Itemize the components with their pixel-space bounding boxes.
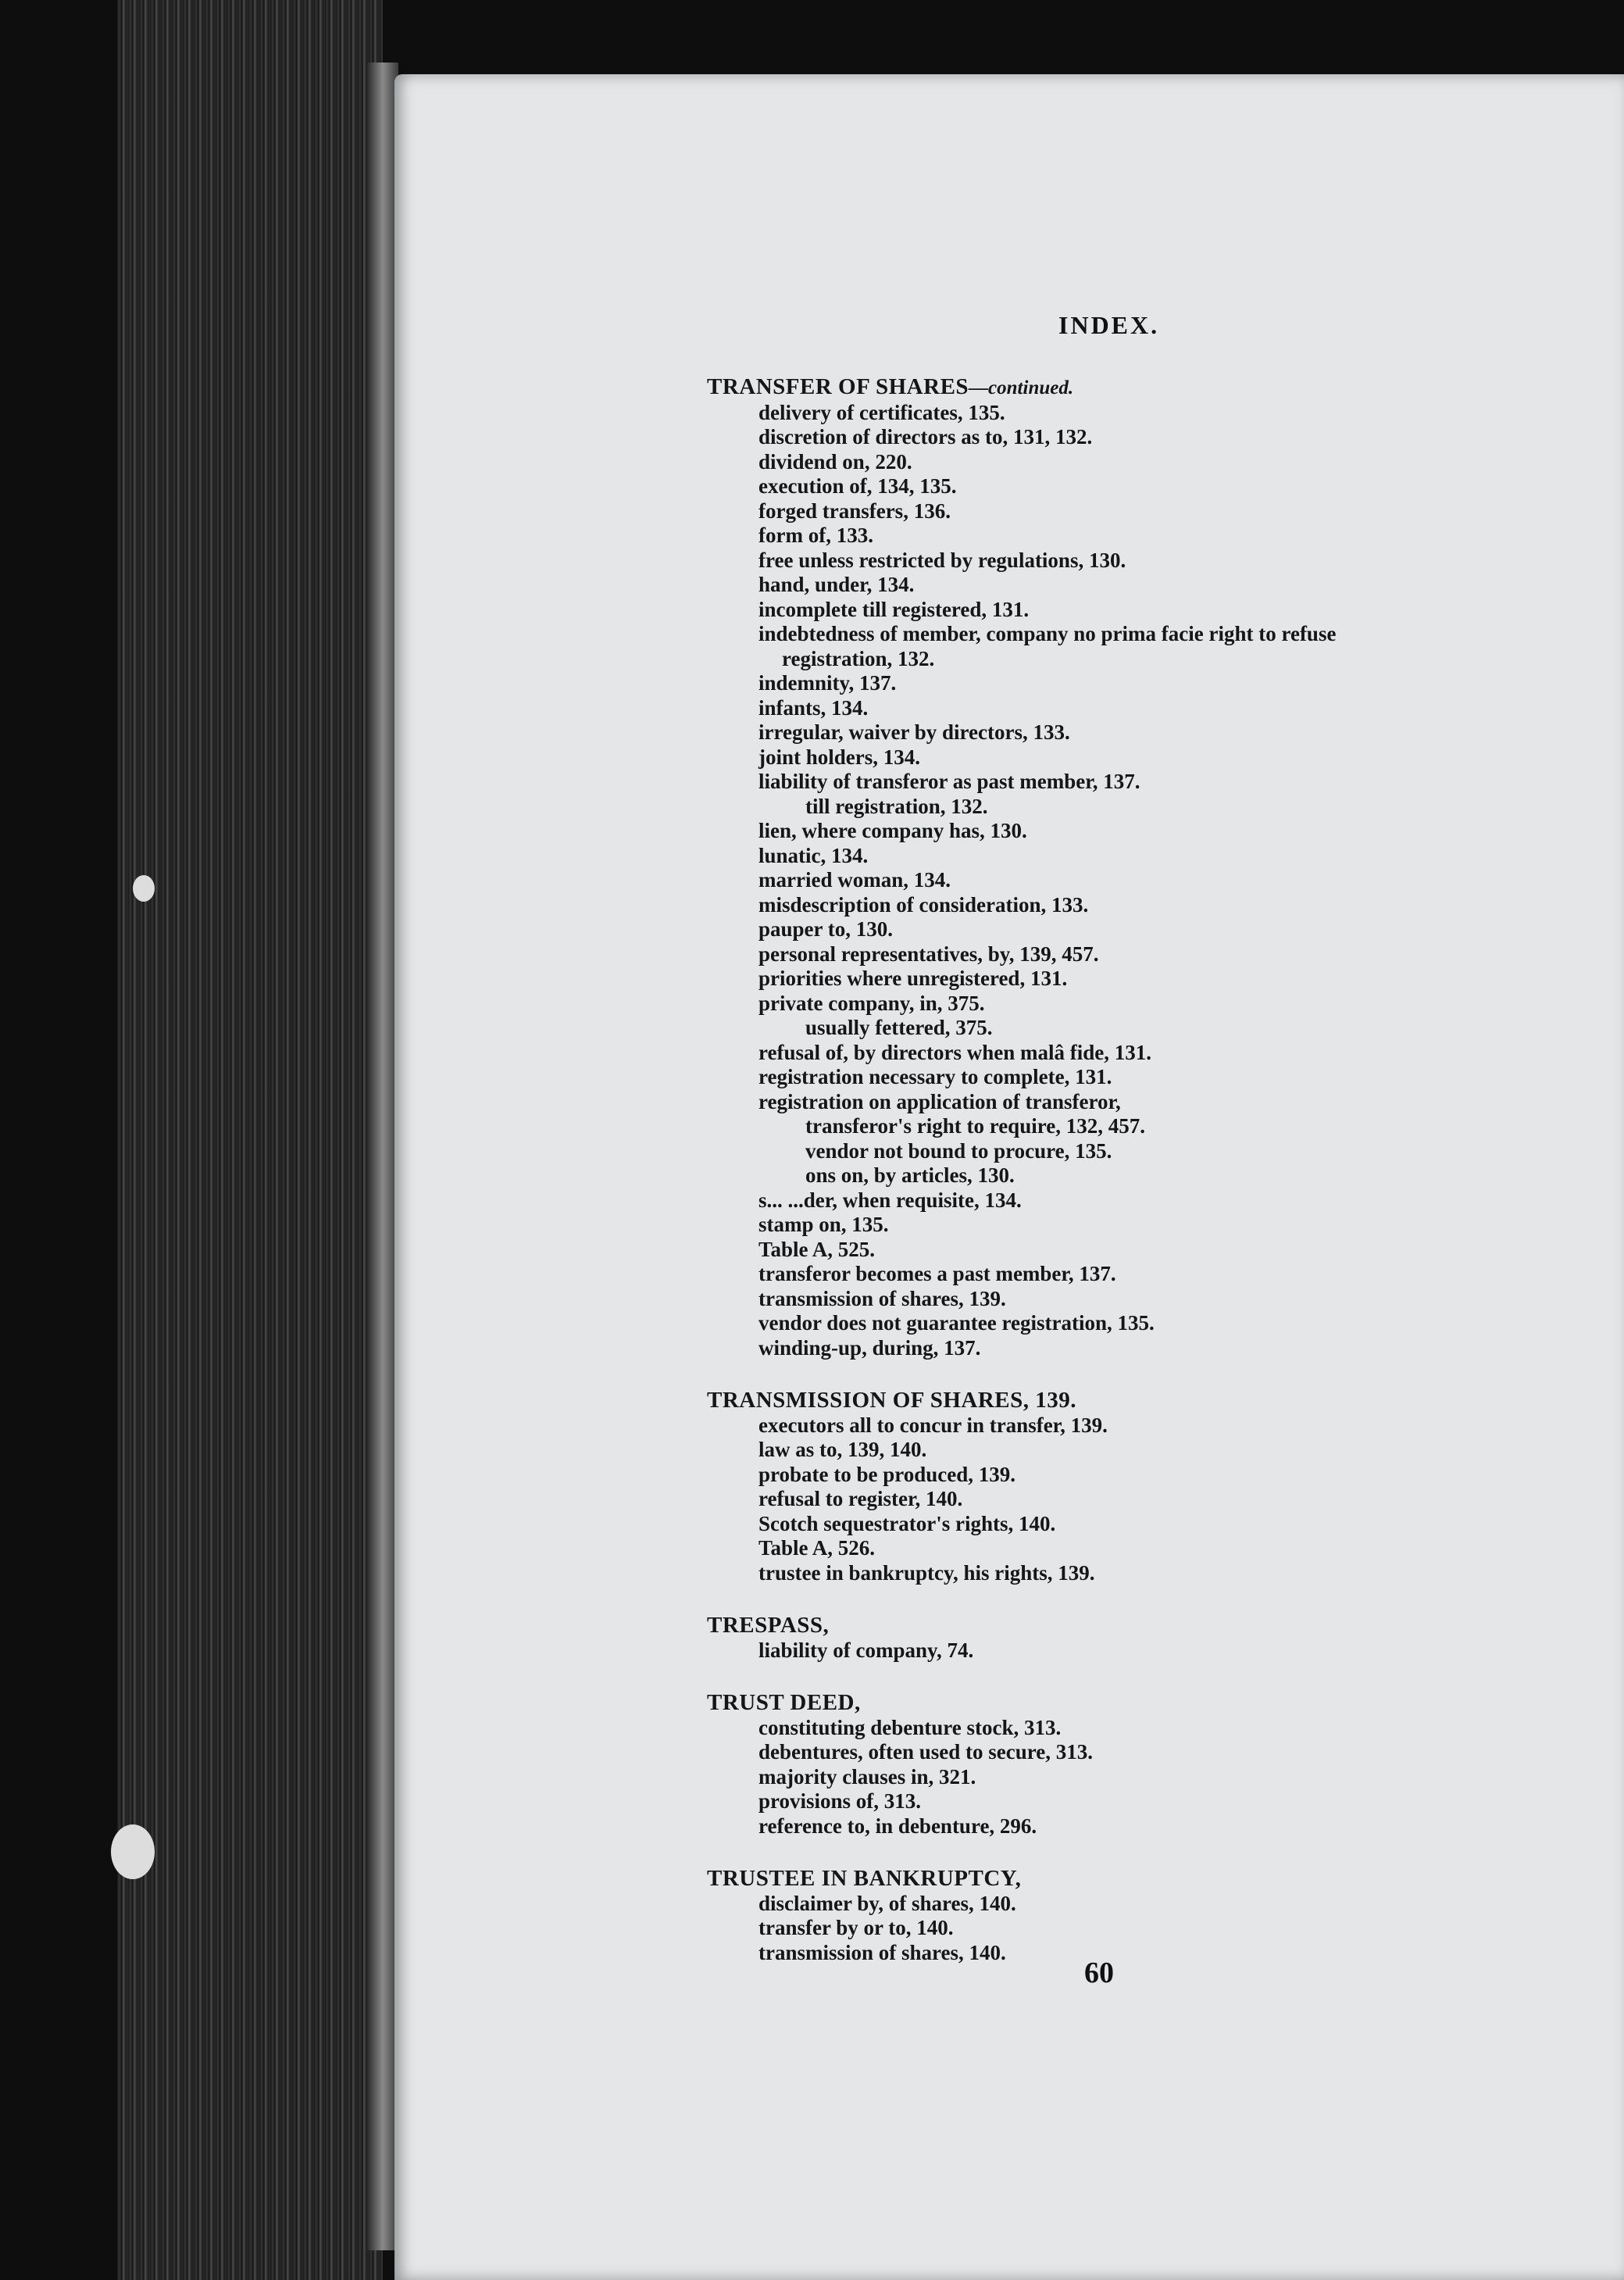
index-entry: probate to be produced, 139. [758,1462,1016,1486]
index-heading-text: TRESPASS, [707,1613,830,1638]
index-entry: registration, 132. [782,646,935,670]
section-gap [707,1585,1605,1614]
index-entry: constituting debenture stock, 313. [758,1715,1062,1739]
index-entry: transferor's right to require, 132, 457. [805,1114,1145,1138]
index-entry: liability of company, 74. [758,1638,974,1662]
index-entry: provisions of, 313. [758,1789,922,1813]
index-entry: priorities where unregistered, 131. [758,967,1068,990]
paper-speck [133,875,155,902]
index-entry: Scotch sequestrator's rights, 140. [758,1511,1056,1535]
index-entry: usually fettered, 375. [805,1016,993,1039]
index-entry: hand, under, 134. [758,573,915,596]
index-entry: law as to, 139, 140. [758,1438,927,1461]
index-entry: registration necessary to complete, 131. [758,1065,1112,1088]
index-entry: reference to, in debenture, 296. [758,1814,1037,1838]
index-entry: refusal to register, 140. [758,1487,963,1510]
index-entry: transfer by or to, 140. [758,1916,954,1939]
index-heading [707,1388,1605,1413]
index-entry: vendor not bound to procure, 135. [805,1138,1112,1163]
index-heading-text: TRUSTEE IN BANKRUPTCY, [707,1866,1022,1891]
index-entry: irregular, waiver by directors, 133. [758,720,1070,744]
index-entry: stamp on, 135. [758,1213,889,1236]
index-entry: executors all to concur in transfer, 139. [758,1413,1108,1437]
index-heading-suffix: —continued. [969,377,1074,398]
index-entry: incomplete till registered, 131. [758,597,1030,621]
index-entry: transferor becomes a past member, 137. [758,1262,1116,1285]
book-page-edges [117,0,383,2280]
index-entry: lien, where company has, 130. [758,819,1027,842]
index-heading-text: TRUST DEED, [707,1690,861,1715]
index-entry: married woman, 134. [758,868,951,892]
index-list [707,375,1605,1965]
index-entry: trustee in bankruptcy, his rights, 139. [758,1560,1095,1585]
index-entry: refusal of, by directors when malâ fide, 131. [758,1040,1151,1064]
index-entry: indemnity, 137. [758,671,897,695]
index-heading [707,1614,1605,1639]
index-entry: majority clauses in, 321. [758,1764,976,1789]
index-entry: disclaimer by, of shares, 140. [758,1891,1016,1915]
index-heading-text: TRANSMISSION OF SHARES, 139. [707,1388,1076,1413]
index-entry: discretion of directors as to, 131, 132. [758,425,1093,448]
index-entry: form of, 133. [758,524,873,547]
index-entry: private company, in, 375. [758,991,985,1015]
index-entry: transmission of shares, 139. [758,1286,1006,1310]
index-entry: pauper to, 130. [758,917,894,941]
index-entry: vendor does not guarantee registration, 135. [758,1311,1155,1335]
index-entry: dividend on, 220. [758,449,912,474]
index-heading-text: TRANSFER OF SHARES [707,374,969,399]
index-heading [707,1867,1605,1892]
index-entry: indebtedness of member, company no prima facie right to refuse [758,622,1337,645]
section-gap [707,1360,1605,1388]
index-entry: forged transfers, 136. [758,499,951,523]
index-entry: Table A, 526. [758,1536,876,1560]
book-spine-shadow [367,63,398,2250]
index-entry: till registration, 132. [805,794,988,818]
index-entry: transmission of shares, 140. [758,1940,1006,1964]
index-entry: execution of, 134, 135. [758,474,957,498]
index-entry: winding-up, during, 137. [758,1335,981,1360]
index-entry: s... ...der, when requisite, 134. [758,1188,1022,1212]
index-heading [707,1691,1605,1716]
section-gap [707,1839,1605,1867]
index-entry: misdescription of consideration, 133. [758,892,1089,917]
index-entry: infants, 134. [758,695,869,720]
index-entry: registration on application of transferor, [758,1089,1121,1113]
index-entry: lunatic, 134. [758,843,869,867]
index-entry: delivery of certificates, 135. [758,400,1005,424]
index-entry: debentures, often used to secure, 313. [758,1740,1093,1764]
index-entry: ons on, by articles, 130. [805,1163,1015,1187]
section-gap [707,1663,1605,1691]
index-entry: free unless restricted by regulations, 130. [758,548,1126,572]
page-number: 60 [1084,1957,1114,1989]
index-entry: Table A, 525. [758,1237,876,1261]
index-entry: personal representatives, by, 139, 457. [758,942,1099,966]
paper-speck [111,1824,155,1879]
index-entry: liability of transferor as past member, 137. [758,770,1140,793]
index-entry: joint holders, 134. [758,745,921,769]
index-heading [707,375,1605,401]
running-header: INDEX. [1058,311,1160,339]
